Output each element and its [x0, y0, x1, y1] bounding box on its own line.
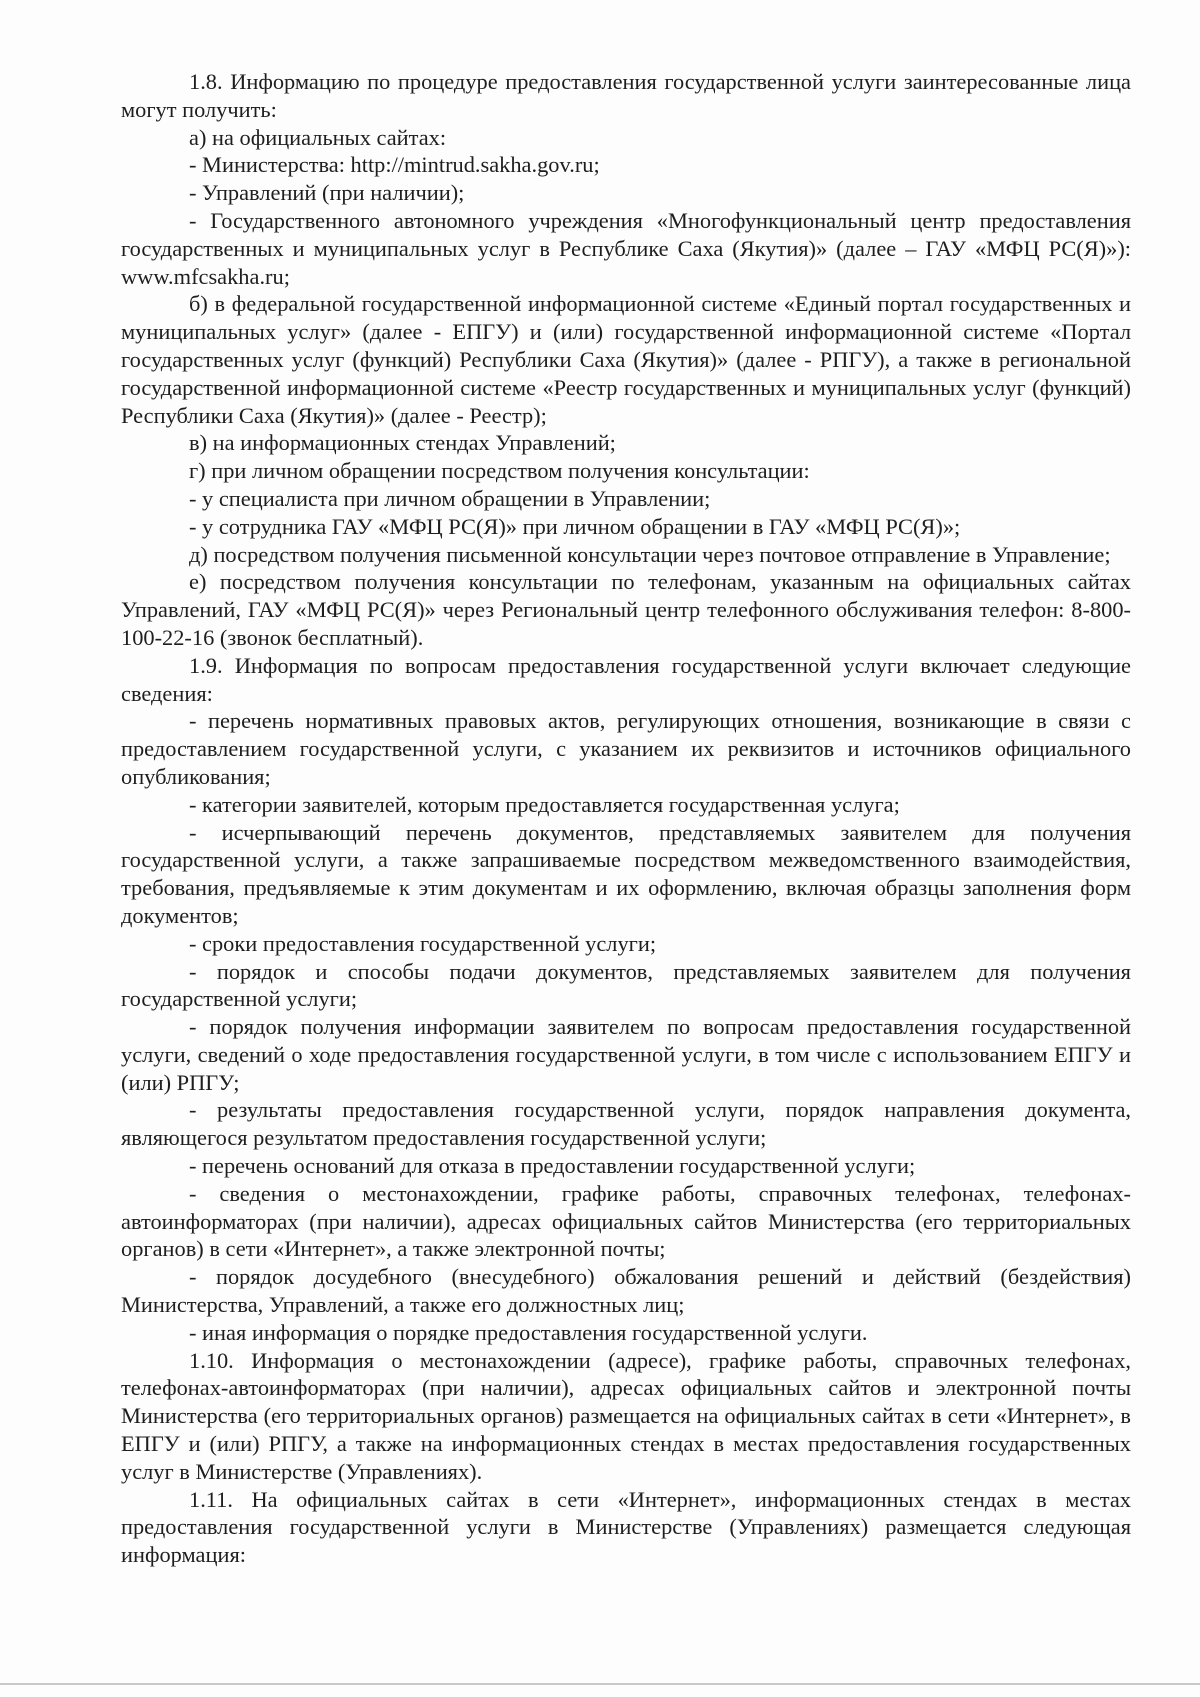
- list-item-e: е) посредством получения консультации по телефонам, указанным на официальных сайтах Управлений, ГАУ «МФЦ РС(Я)» через Региональный центр телефонного обслуживания телефон: 8-800-100-22-16 (звонок бесплатный).: [121, 569, 1131, 650]
- list-item-deadlines: - сроки предоставления государственной услуги;: [189, 930, 657, 956]
- list-item-b: б) в федеральной государственной информационной системе «Единый портал государственных и муниципальных услуг» (далее - ЕПГУ) и (или) государственной информационной системе «Портал государственных услуг (функций) Республики Саха (Якутия)» (далее - РПГУ), а также в региональной государственной информационной системе «Реестр государственных и муниципальных услуг (функций) Республики Саха (Якутия)» (далее - Реестр);: [121, 291, 1131, 428]
- paragraph-1-9: 1.9. Информация по вопросам предоставления государственной услуги включает следующие сведения:: [121, 652, 1131, 706]
- paragraph-1-8: 1.8. Информацию по процедуре предоставления государственной услуги заинтересованные лица могут получить:: [121, 69, 1131, 122]
- list-item-applicant-categories: - категории заявителей, которым предоставляется государственная услуга;: [189, 791, 900, 817]
- list-item-location-info: - сведения о местонахождении, графике работы, справочных телефонах, телефонах-автоинформаторах (при наличии), адресах официальных сайтов Министерства (его территориальных органов) в сети «Интернет», а также электронной почты;: [121, 1180, 1131, 1262]
- list-item-v: в) на информационных стендах Управлений;: [189, 430, 616, 456]
- scan-edge-line: [0, 1683, 1200, 1685]
- list-item-submission-order: - порядок и способы подачи документов, представляемых заявителем для получения государственной услуги;: [121, 958, 1131, 1012]
- list-item-mfc-site: - Государственного автономного учреждения «Многофункциональный центр предоставления государственных и муниципальных услуг в Республике Саха (Якутия)» (далее – ГАУ «МФЦ РС(Я)»): www.mfcsakha.ru;: [121, 207, 1131, 289]
- list-item-specialist: - у специалиста при личном обращении в Управлении;: [189, 485, 711, 511]
- list-item-a: а) на официальных сайтах:: [189, 124, 447, 150]
- list-item-appeal-order: - порядок досудебного (внесудебного) обжалования решений и действий (бездействия) Министерства, Управлений, а также его должностных лиц;: [121, 1264, 1131, 1318]
- paragraph-1-11: 1.11. На официальных сайтах в сети «Интернет», информационных стендах в местах предоставления государственной услуги в Министерстве (Управлениях) размещается следующая информация:: [121, 1486, 1131, 1568]
- list-item-ministry-site: - Министерства: http://mintrud.sakha.gov.ru;: [189, 152, 600, 178]
- list-item-mfc-employee: - у сотрудника ГАУ «МФЦ РС(Я)» при личном обращении в ГАУ «МФЦ РС(Я)»;: [189, 513, 961, 539]
- document-body: [121, 68, 1131, 1569]
- list-item-other-info: - иная информация о порядке предоставления государственной услуги.: [189, 1319, 868, 1345]
- paragraph-1-10: 1.10. Информация о местонахождении (адресе), графике работы, справочных телефонах, телефонах-автоинформаторах (при наличии), адресах официальных сайтов и электронной почты Министерства (его территориальных органов) размещается на официальных сайтах в сети «Интернет», в ЕПГУ и (или) РПГУ, а также на информационных стендах в местах предоставления государственных услуг в Министерстве (Управлениях).: [121, 1347, 1131, 1484]
- list-item-g: г) при личном обращении посредством получения консультации:: [189, 458, 810, 484]
- list-item-d: д) посредством получения письменной консультации через почтовое отправление в Управление;: [189, 541, 1111, 567]
- list-item-legal-acts: - перечень нормативных правовых актов, регулирующих отношения, возникающие в связи с предоставлением государственной услуги, с указанием их реквизитов и источников официального опубликования;: [121, 708, 1131, 789]
- list-item-refusal-grounds: - перечень оснований для отказа в предоставлении государственной услуги;: [189, 1153, 916, 1179]
- list-item-information-order: - порядок получения информации заявителем по вопросам предоставления государственной услуги, сведений о ходе предоставления государственной услуги, в том числе с использованием ЕПГУ и (или) РПГУ;: [121, 1014, 1131, 1095]
- list-item-results: - результаты предоставления государственной услуги, порядок направления документа, являющегося результатом предоставления государственной услуги;: [121, 1097, 1131, 1151]
- list-item-departments-site: - Управлений (при наличии);: [189, 180, 465, 206]
- list-item-documents: - исчерпывающий перечень документов, представляемых заявителем для получения государственной услуги, а также запрашиваемые посредством межведомственного взаимодействия, требования, предъявляемые к этим документам и их оформлению, включая образцы заполнения форм документов;: [121, 819, 1131, 928]
